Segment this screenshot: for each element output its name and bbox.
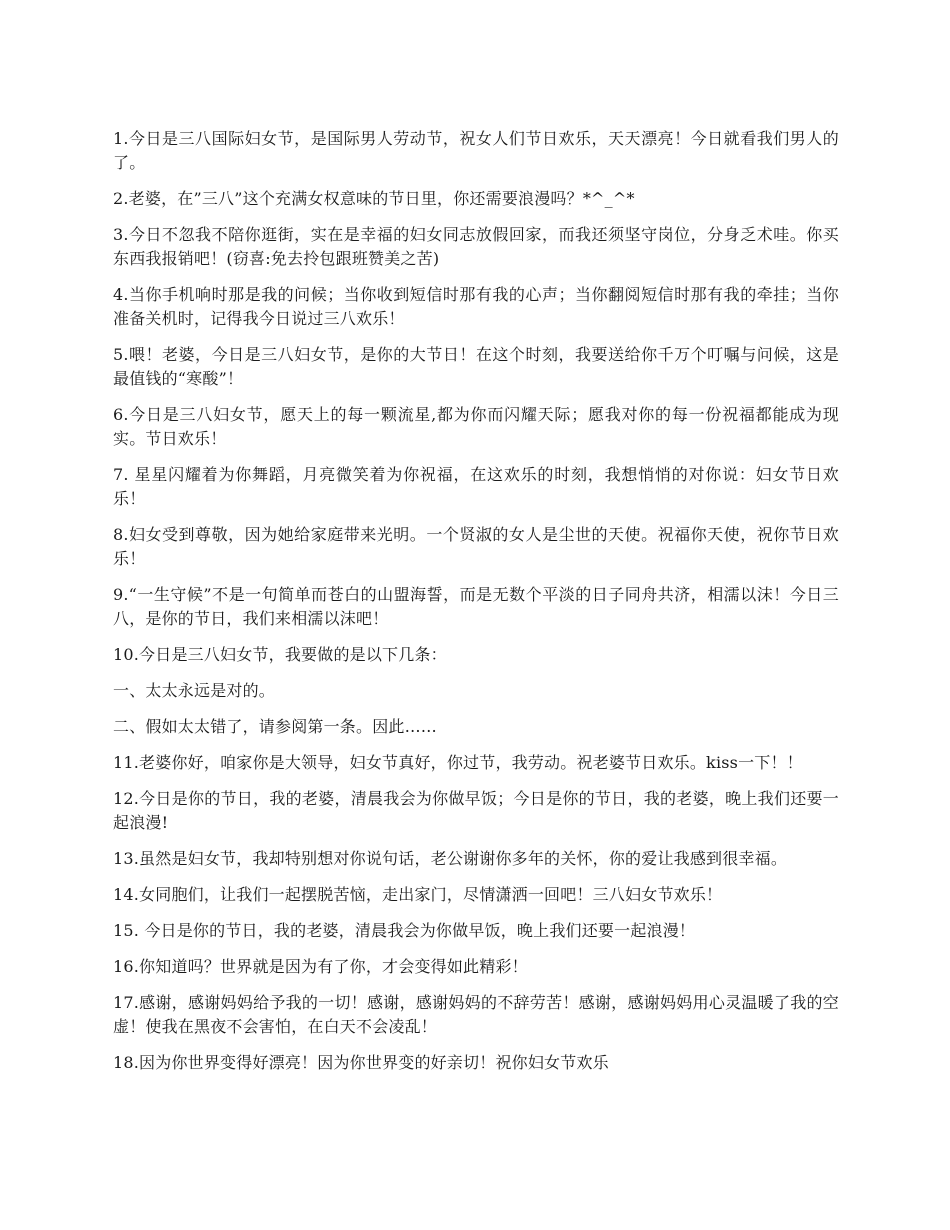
list-item-2: 二、假如太太错了，请参阅第一条。因此…… (113, 717, 438, 736)
paragraph-17: 17.感谢，感谢妈妈给予我的一切！感谢，感谢妈妈的不辞劳苦！感谢，感谢妈妈用心灵温暖了我的空虚！使我在黑夜不会害怕，在白天不会凌乱！ (113, 993, 839, 1036)
paragraph-7: 7. 星星闪耀着为你舞蹈，月亮微笑着为你祝福，在这欢乐的时刻，我想悄悄的对你说：妇女节日欢乐！ (113, 465, 839, 508)
paragraph-9: 9.“一生守候”不是一句简单而苍白的山盟海誓，而是无数个平淡的日子同舟共济，相濡以沫！今日三八，是你的节日，我们来相濡以沫吧！ (113, 585, 839, 628)
paragraph-14: 14.女同胞们，让我们一起摆脱苦恼，走出家门，尽情潇洒一回吧！三八妇女节欢乐！ (113, 885, 723, 904)
paragraph-11: 11.老婆你好，咱家你是大领导，妇女节真好，你过节，我劳动。祝老婆节日欢乐。kiss一下！！ (113, 753, 803, 772)
paragraph-12: 12.今日是你的节日，我的老婆，清晨我会为你做早饭；今日是你的节日，我的老婆，晚上我们还要一起浪漫! (113, 789, 839, 832)
paragraph-1: 1.今日是三八国际妇女节，是国际男人劳动节，祝女人们节日欢乐，天天漂亮！今日就看我们男人的了。 (113, 129, 839, 172)
list-item-1: 一、太太永远是对的。 (113, 681, 276, 700)
paragraph-16: 16.你知道吗？世界就是因为有了你，才会变得如此精彩！ (113, 957, 528, 976)
paragraph-5: 5.喂！老婆，今日是三八妇女节，是你的大节日！在这个时刻，我要送给你千万个叮嘱与问候，这是最值钱的“寒酸”！ (113, 345, 839, 388)
paragraph-15: 15. 今日是你的节日，我的老婆，清晨我会为你做早饭，晚上我们还要一起浪漫！ (113, 921, 696, 940)
document-body (113, 127, 839, 1087)
paragraph-6: 6.今日是三八妇女节，愿天上的每一颗流星,都为你而闪耀天际；愿我对你的每一份祝福都能成为现实。节日欢乐！ (113, 405, 839, 448)
paragraph-13: 13.虽然是妇女节，我却特别想对你说句话，老公谢谢你多年的关怀，你的爱让我感到很幸福。 (113, 849, 788, 868)
paragraph-2: 2.老婆，在”三八”这个充满女权意味的节日里，你还需要浪漫吗？*^_^* (113, 189, 635, 208)
paragraph-4: 4.当你手机响时那是我的问候；当你收到短信时那有我的心声；当你翻阅短信时那有我的牵挂；当你准备关机时，记得我今日说过三八欢乐！ (113, 285, 839, 328)
paragraph-18: 18.因为你世界变得好漂亮！因为你世界变的好亲切！祝你妇女节欢乐 (113, 1053, 609, 1072)
paragraph-10: 10.今日是三八妇女节，我要做的是以下几条： (113, 645, 447, 664)
paragraph-3: 3.今日不忽我不陪你逛街，实在是幸福的妇女同志放假回家，而我还须坚守岗位，分身乏术哇。你买东西我报销吧！(窃喜:免去拎包跟班赞美之苦) (113, 225, 839, 268)
paragraph-8: 8.妇女受到尊敬，因为她给家庭带来光明。一个贤淑的女人是尘世的天使。祝福你天使，祝你节日欢乐！ (113, 525, 839, 568)
